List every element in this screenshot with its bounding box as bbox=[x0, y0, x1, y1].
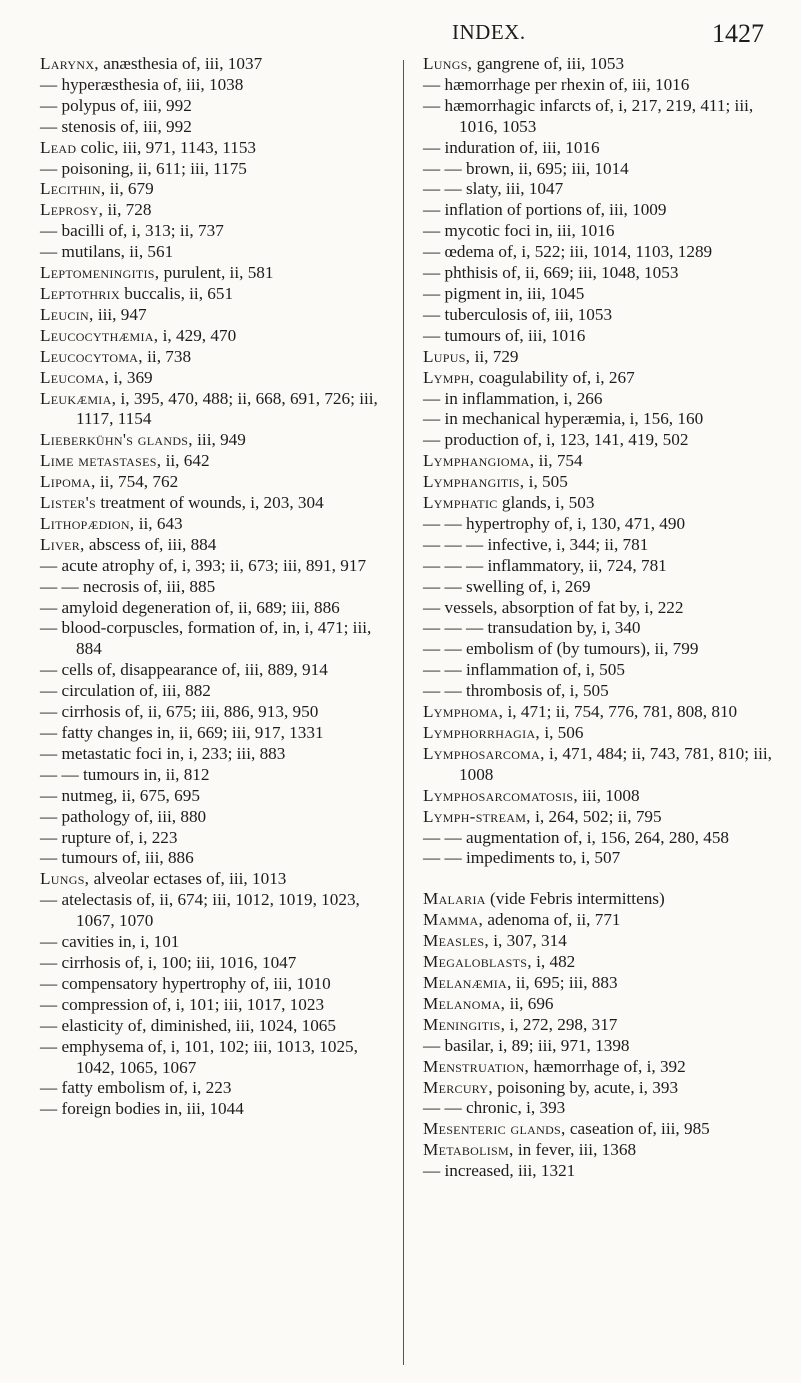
index-entry-text: — circulation of, iii, 882 bbox=[40, 681, 211, 701]
index-entry-text: — nutmeg, ii, 675, 695 bbox=[40, 785, 200, 805]
index-entry-text: — phthisis of, ii, 669; iii, 1048, 1053 bbox=[423, 263, 679, 283]
index-entry-text: — metastatic foci in, i, 233; iii, 883 bbox=[40, 743, 286, 763]
index-entry-text: — — chronic, i, 393 bbox=[423, 1098, 566, 1118]
index-entry-text: — — embolism of (by tumours), ii, 799 bbox=[423, 639, 699, 659]
index-entry-text: abscess of, iii, 884 bbox=[84, 534, 217, 554]
index-entry-heading: Menstruation, bbox=[423, 1056, 530, 1076]
index-entry bbox=[40, 535, 395, 556]
index-entry bbox=[40, 368, 395, 389]
index-entry bbox=[423, 702, 783, 723]
index-entry bbox=[40, 347, 395, 368]
index-entry-text: — — necrosis of, iii, 885 bbox=[40, 576, 216, 596]
index-entry-text: — pathology of, iii, 880 bbox=[40, 806, 207, 826]
index-entry bbox=[40, 828, 395, 849]
index-entry-text: — vessels, absorption of fat by, i, 222 bbox=[423, 597, 684, 617]
column-divider bbox=[403, 60, 404, 1365]
index-entry-text: i, 395, 470, 488; ii, 668, 691, 726; iii, 1117, 1154 bbox=[76, 388, 378, 429]
index-entry bbox=[40, 284, 395, 305]
index-entry bbox=[40, 953, 395, 974]
index-entry bbox=[423, 96, 783, 138]
index-entry-heading: Lungs, bbox=[40, 869, 90, 889]
page-number: 1427 bbox=[712, 19, 764, 48]
index-entry-text: — — — inflammatory, ii, 724, 781 bbox=[423, 555, 667, 575]
index-entry-text: buccalis, ii, 651 bbox=[119, 283, 234, 303]
index-entry-text: i, 482 bbox=[531, 952, 576, 972]
index-entry-heading: Mesenteric glands, bbox=[423, 1119, 566, 1139]
index-entry-text: — tumours of, iii, 1016 bbox=[423, 325, 586, 345]
index-entry-text: purulent, ii, 581 bbox=[159, 263, 274, 283]
index-entry bbox=[40, 451, 395, 472]
index-entry bbox=[40, 807, 395, 828]
index-entry bbox=[40, 493, 395, 514]
index-entry-text: — cavities in, i, 101 bbox=[40, 932, 180, 952]
index-entry bbox=[423, 1098, 783, 1119]
index-entry bbox=[423, 284, 783, 305]
index-entry-text: — basilar, i, 89; iii, 971, 1398 bbox=[423, 1035, 630, 1055]
index-entry bbox=[40, 598, 395, 619]
index-entry-text: — blood-corpuscles, formation of, in, i, 471; iii, 884 bbox=[40, 618, 372, 659]
index-entry-text: ii, 728 bbox=[103, 200, 152, 220]
index-entry-heading: Mercury, bbox=[423, 1077, 493, 1097]
index-entry bbox=[423, 514, 783, 535]
index-entry bbox=[423, 242, 783, 263]
index-entry-text: — pigment in, iii, 1045 bbox=[423, 283, 585, 303]
index-entry bbox=[40, 472, 395, 493]
index-entry-text: — tuberculosis of, iii, 1053 bbox=[423, 304, 613, 324]
index-entry-text: poisoning by, acute, i, 393 bbox=[493, 1077, 679, 1097]
index-entry bbox=[40, 890, 395, 932]
index-entry-text: — hæmorrhagic infarcts of, i, 217, 219, 411; iii, 1016, 1053 bbox=[423, 95, 754, 136]
index-entry bbox=[40, 242, 395, 263]
index-entry bbox=[40, 869, 395, 890]
index-entry-text: — cirrhosis of, i, 100; iii, 1016, 1047 bbox=[40, 952, 297, 972]
index-entry bbox=[423, 994, 783, 1015]
index-entry-heading: Melanæmia, bbox=[423, 972, 512, 992]
index-entry bbox=[40, 995, 395, 1016]
index-entry-heading: Measles, bbox=[423, 931, 489, 951]
index-entry-text: — fatty changes in, ii, 669; iii, 917, 1331 bbox=[40, 723, 324, 742]
page-title: INDEX. bbox=[452, 20, 526, 44]
index-entry-text: — acute atrophy of, i, 393; ii, 673; iii, 891, 917 bbox=[40, 555, 367, 575]
index-entry-heading: Lymphangitis, bbox=[423, 472, 525, 492]
index-entry-heading: Lungs, bbox=[423, 54, 473, 73]
index-entry-text: — atelectasis of, ii, 674; iii, 1012, 1019, 1023, 1067, 1070 bbox=[40, 890, 360, 931]
index-entry-heading: Lymphangioma, bbox=[423, 451, 535, 471]
index-entry-text: — bacilli of, i, 313; ii, 737 bbox=[40, 221, 224, 241]
index-entry bbox=[40, 96, 395, 117]
index-entry bbox=[40, 430, 395, 451]
index-entry-text: ii, 754, 762 bbox=[95, 472, 179, 492]
index-entry-text: anæsthesia of, iii, 1037 bbox=[98, 54, 263, 73]
index-entry bbox=[423, 660, 783, 681]
index-entry-heading: Megaloblasts, bbox=[423, 952, 532, 972]
index-entry-heading: Leucocytoma, bbox=[40, 346, 143, 366]
index-entry-text: hæmorrhage of, i, 392 bbox=[529, 1056, 686, 1076]
index-entry-text: — cells of, disappearance of, iii, 889, 914 bbox=[40, 660, 328, 680]
index-entry-text: ii, 679 bbox=[105, 179, 154, 199]
index-entry-text: — mutilans, ii, 561 bbox=[40, 242, 174, 262]
index-entry bbox=[40, 305, 395, 326]
index-entry bbox=[40, 974, 395, 995]
index-entry-text: — polypus of, iii, 992 bbox=[40, 95, 192, 115]
index-entry bbox=[423, 451, 783, 472]
index-entry bbox=[423, 138, 783, 159]
section-gap bbox=[423, 869, 783, 889]
index-entry-text: — in mechanical hyperæmia, i, 156, 160 bbox=[423, 409, 704, 429]
index-entry bbox=[423, 535, 783, 556]
index-entry-text: ii, 696 bbox=[505, 993, 554, 1013]
index-entry bbox=[423, 1119, 783, 1140]
right-index-column bbox=[423, 54, 783, 1182]
index-entry-text: — inflation of portions of, iii, 1009 bbox=[423, 200, 667, 220]
index-entry-text: adenoma of, ii, 771 bbox=[483, 910, 621, 930]
index-entry bbox=[423, 973, 783, 994]
index-entry bbox=[423, 556, 783, 577]
index-entry-text: — emphysema of, i, 101, 102; iii, 1013, 1025, 1042, 1065, 1067 bbox=[40, 1036, 358, 1077]
index-entry bbox=[423, 179, 783, 200]
index-entry bbox=[40, 577, 395, 598]
index-entry-text: ii, 754 bbox=[534, 451, 583, 471]
index-entry-heading: Lecithin, bbox=[40, 179, 106, 199]
index-entry bbox=[423, 577, 783, 598]
index-entry-text: — compensatory hypertrophy of, iii, 1010 bbox=[40, 973, 331, 993]
index-entry-heading: Leucoma, bbox=[40, 367, 110, 387]
index-entry-text: — — brown, ii, 695; iii, 1014 bbox=[423, 158, 629, 178]
index-entry-text: in fever, iii, 1368 bbox=[513, 1140, 637, 1160]
index-entry bbox=[423, 807, 783, 828]
index-entry-text: — compression of, i, 101; iii, 1017, 1023 bbox=[40, 994, 325, 1014]
index-entry-text: i, 272, 298, 317 bbox=[505, 1014, 618, 1034]
index-entry bbox=[423, 493, 783, 514]
index-entry-text: treatment of wounds, i, 203, 304 bbox=[96, 493, 324, 513]
index-entry bbox=[423, 326, 783, 347]
index-entry bbox=[40, 75, 395, 96]
index-entry bbox=[423, 305, 783, 326]
index-entry bbox=[423, 910, 783, 931]
index-entry-text: ii, 642 bbox=[161, 451, 210, 471]
index-entry bbox=[423, 368, 783, 389]
index-entry bbox=[423, 598, 783, 619]
index-entry bbox=[423, 952, 783, 973]
index-entry-text: — hæmorrhage per rhexin of, iii, 1016 bbox=[423, 74, 690, 94]
index-entry-text: — — — infective, i, 344; ii, 781 bbox=[423, 534, 649, 554]
index-entry bbox=[40, 263, 395, 284]
index-entry bbox=[423, 389, 783, 410]
index-entry bbox=[40, 221, 395, 242]
index-entry bbox=[40, 179, 395, 200]
index-entry-heading: Meningitis, bbox=[423, 1014, 506, 1034]
index-entry-heading: Leukæmia, bbox=[40, 388, 117, 408]
index-entry-heading: Lymphosarcomatosis, bbox=[423, 785, 578, 805]
index-entry bbox=[40, 389, 395, 431]
index-entry-text: — hyperæsthesia of, iii, 1038 bbox=[40, 74, 244, 94]
index-entry-text: — stenosis of, iii, 992 bbox=[40, 116, 192, 136]
index-entry bbox=[423, 828, 783, 849]
index-entry-text: iii, 1008 bbox=[577, 785, 640, 805]
index-entry-text: — tumours of, iii, 886 bbox=[40, 848, 194, 868]
index-entry-text: — elasticity of, diminished, iii, 1024, 1065 bbox=[40, 1015, 336, 1035]
index-entry-text: — — slaty, iii, 1047 bbox=[423, 179, 564, 199]
index-entry bbox=[423, 409, 783, 430]
index-entry bbox=[40, 159, 395, 180]
index-entry-text: iii, 949 bbox=[192, 430, 246, 450]
index-entry bbox=[423, 889, 783, 910]
index-entry bbox=[423, 1015, 783, 1036]
index-entry-text: — — thrombosis of, i, 505 bbox=[423, 681, 609, 701]
index-entry-text: i, 307, 314 bbox=[488, 931, 567, 951]
index-entry bbox=[423, 159, 783, 180]
index-entry bbox=[40, 848, 395, 869]
index-entry-text: — rupture of, i, 223 bbox=[40, 827, 178, 847]
index-entry bbox=[40, 681, 395, 702]
index-entry-heading: Lipoma, bbox=[40, 472, 96, 492]
index-entry-text: i, 429, 470 bbox=[158, 325, 237, 345]
index-entry-heading: Larynx, bbox=[40, 54, 99, 73]
index-entry bbox=[423, 200, 783, 221]
index-entry-text: caseation of, iii, 985 bbox=[565, 1119, 710, 1139]
index-entry bbox=[423, 263, 783, 284]
index-entry-heading: Leptothrix bbox=[40, 283, 120, 303]
index-entry-text: gangrene of, iii, 1053 bbox=[472, 54, 625, 73]
index-entry bbox=[40, 723, 395, 744]
index-entry bbox=[40, 618, 395, 660]
index-entry bbox=[423, 1078, 783, 1099]
index-entry-heading: Lymphorrhagia, bbox=[423, 723, 541, 742]
index-entry-text: i, 471, 484; ii, 743, 781, 810; iii, 1008 bbox=[459, 743, 772, 784]
index-entry-text: — — inflammation of, i, 505 bbox=[423, 660, 625, 680]
index-entry bbox=[423, 472, 783, 493]
index-entry-heading: Lime metastases, bbox=[40, 451, 162, 471]
index-entry-text: — — impediments to, i, 507 bbox=[423, 848, 621, 868]
index-entry-text: glands, i, 503 bbox=[497, 493, 595, 513]
index-entry-heading: Lymph, bbox=[423, 367, 475, 387]
index-entry-text: i, 369 bbox=[109, 367, 153, 387]
index-entry bbox=[40, 200, 395, 221]
index-entry-text: i, 471; ii, 754, 776, 781, 808, 810 bbox=[503, 702, 738, 722]
index-entry-heading: Leptomeningitis, bbox=[40, 263, 160, 283]
index-entry bbox=[423, 848, 783, 869]
index-entry-heading: Lymphosarcoma, bbox=[423, 743, 545, 763]
index-entry-text: — œdema of, i, 522; iii, 1014, 1103, 1289 bbox=[423, 242, 713, 262]
index-entry-text: ii, 643 bbox=[134, 513, 183, 533]
index-entry bbox=[423, 639, 783, 660]
index-entry-heading: Melanoma, bbox=[423, 993, 506, 1013]
index-entry bbox=[40, 326, 395, 347]
index-entry-text: iii, 947 bbox=[93, 304, 147, 324]
index-entry-text: i, 264, 502; ii, 795 bbox=[530, 806, 662, 826]
index-entry-heading: Leucocythæmia, bbox=[40, 325, 159, 345]
index-entry-text: ii, 738 bbox=[142, 346, 192, 366]
index-entry-text: — mycotic foci in, iii, 1016 bbox=[423, 221, 615, 241]
index-entry-text: — amyloid degeneration of, ii, 689; iii, 886 bbox=[40, 597, 340, 617]
index-entry bbox=[423, 681, 783, 702]
index-entry-heading: Lieberkühn's glands, bbox=[40, 430, 193, 450]
index-entry-text: — — — transudation by, i, 340 bbox=[423, 618, 641, 638]
index-entry-heading: Lymphatic bbox=[423, 493, 498, 513]
index-entry-heading: Malaria bbox=[423, 889, 486, 909]
index-entry bbox=[423, 931, 783, 952]
index-entry-heading: Lead bbox=[40, 137, 77, 157]
index-entry bbox=[423, 1036, 783, 1057]
index-entry bbox=[40, 1037, 395, 1079]
left-index-column bbox=[40, 54, 395, 1120]
index-entry-text: — cirrhosis of, ii, 675; iii, 886, 913, 950 bbox=[40, 702, 319, 722]
index-entry-heading: Lymph-stream, bbox=[423, 806, 531, 826]
index-entry-text: — fatty embolism of, i, 223 bbox=[40, 1078, 232, 1098]
index-entry bbox=[423, 430, 783, 451]
index-entry-text: — — swelling of, i, 269 bbox=[423, 576, 591, 596]
index-entry-heading: Liver, bbox=[40, 534, 85, 554]
index-entry-text: — — hypertrophy of, i, 130, 471, 490 bbox=[423, 513, 686, 533]
index-entry bbox=[40, 765, 395, 786]
index-entry bbox=[423, 54, 783, 75]
index-entry-heading: Lister's bbox=[40, 493, 97, 513]
index-entry bbox=[40, 932, 395, 953]
index-entry bbox=[423, 221, 783, 242]
index-entry bbox=[40, 702, 395, 723]
index-entry-text: — production of, i, 123, 141, 419, 502 bbox=[423, 430, 689, 450]
index-entry-text: — in inflammation, i, 266 bbox=[423, 388, 603, 408]
index-entry bbox=[423, 1140, 783, 1161]
index-entry bbox=[423, 744, 783, 786]
index-entry-text: i, 506 bbox=[540, 723, 584, 742]
index-entry bbox=[40, 556, 395, 577]
index-entry-text: ii, 729 bbox=[470, 346, 519, 366]
index-entry-text: — poisoning, ii, 611; iii, 1175 bbox=[40, 158, 247, 178]
index-entry-text: ii, 695; iii, 883 bbox=[511, 972, 618, 992]
index-entry bbox=[423, 618, 783, 639]
index-entry bbox=[423, 347, 783, 368]
index-entry bbox=[40, 1016, 395, 1037]
index-entry-text: coagulability of, i, 267 bbox=[474, 367, 635, 387]
index-entry-text: — increased, iii, 1321 bbox=[423, 1161, 576, 1181]
index-entry bbox=[40, 514, 395, 535]
index-entry bbox=[40, 744, 395, 765]
index-entry-text: colic, iii, 971, 1143, 1153 bbox=[76, 137, 257, 157]
index-entry bbox=[423, 786, 783, 807]
index-entry bbox=[40, 786, 395, 807]
index-entry bbox=[40, 1078, 395, 1099]
index-entry bbox=[423, 1161, 783, 1182]
index-entry-text: (vide Febris intermittens) bbox=[485, 889, 665, 909]
index-entry-text: alveolar ectases of, iii, 1013 bbox=[89, 869, 287, 889]
index-entry bbox=[40, 54, 395, 75]
index-entry-heading: Leucin, bbox=[40, 304, 94, 324]
index-entry bbox=[40, 1099, 395, 1120]
index-entry-text: — — tumours in, ii, 812 bbox=[40, 764, 210, 784]
page-header bbox=[0, 20, 801, 50]
index-entry-heading: Metabolism, bbox=[423, 1140, 514, 1160]
index-entry-text: — foreign bodies in, iii, 1044 bbox=[40, 1099, 244, 1119]
index-entry-text: — induration of, iii, 1016 bbox=[423, 137, 600, 157]
index-entry bbox=[423, 1057, 783, 1078]
index-entry bbox=[423, 723, 783, 744]
index-entry bbox=[40, 138, 395, 159]
index-entry bbox=[40, 117, 395, 138]
index-entry bbox=[423, 75, 783, 96]
index-entry-text: — — augmentation of, i, 156, 264, 280, 458 bbox=[423, 827, 730, 847]
index-entry-text: i, 505 bbox=[524, 472, 568, 492]
index-entry-heading: Lupus, bbox=[423, 346, 471, 366]
index-entry bbox=[40, 660, 395, 681]
index-entry-heading: Lymphoma, bbox=[423, 702, 504, 722]
index-entry-heading: Mamma, bbox=[423, 910, 484, 930]
index-entry-heading: Leprosy, bbox=[40, 200, 104, 220]
index-entry-heading: Lithopædion, bbox=[40, 513, 135, 533]
